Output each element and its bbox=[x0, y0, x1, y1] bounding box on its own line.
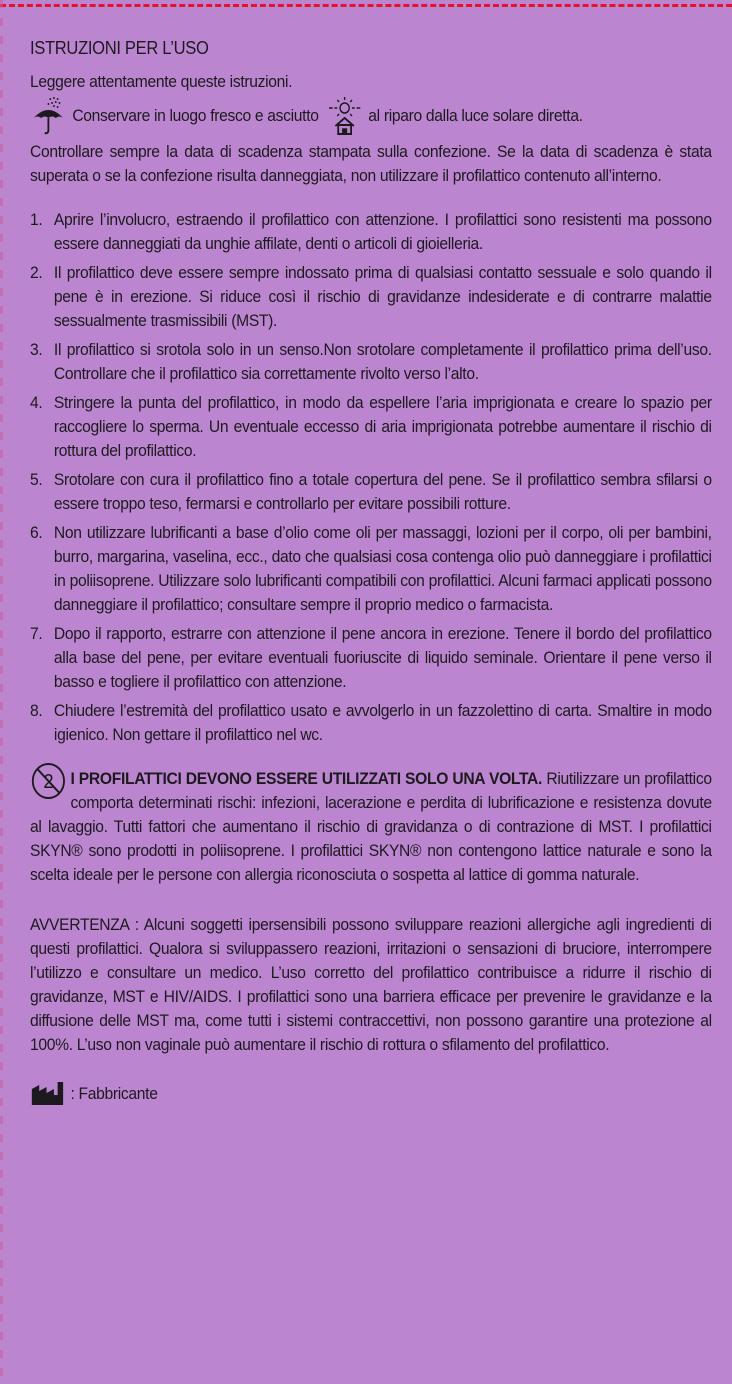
list-item bbox=[30, 338, 712, 386]
step-number: 1. bbox=[30, 210, 43, 229]
list-item bbox=[30, 208, 712, 256]
warning-paragraph: AVVERTENZA : Alcuni soggetti ipersensibili possono sviluppare reazioni allergiche agli ingredienti di questi profilattici. Qualora si sviluppassero reazioni, irritazioni o sensazioni di bruciore, interrompere l’utilizzo e consultare un medico. L’uso corretto del profilattico contribuisce a ridurre il rischio di gravidanze, MST e HIV/AIDS. I profilattici sono una barriera efficace per prevenire le gravidanze e la diffusione delle MST ma, come tutti i sistemi contraccettivi, non possono garantire una protezione al 100%. L’uso non vaginale può aumentare il rischio di rottura o sfilamento del profilattico. bbox=[30, 915, 712, 1054]
step-text: Srotolare con cura il profilattico fino a totale copertura del pene. Se il profilattico sembra sfilarsi o essere troppo teso, fermarsi e controllarlo per evitare possibili rotture. bbox=[53, 470, 712, 513]
page-title: ISTRUZIONI PER L’USO bbox=[30, 38, 209, 58]
do-not-reuse-icon bbox=[30, 761, 67, 801]
storage-sunlight-text: al riparo dalla luce solare diretta. bbox=[368, 106, 583, 125]
list-item bbox=[30, 468, 712, 516]
list-item bbox=[30, 622, 712, 694]
single-use-heading: I PROFILATTICI DEVONO ESSERE UTILIZZATI SOLO UNA VOLTA. bbox=[70, 769, 543, 788]
cut-line-left bbox=[0, 0, 3, 1384]
step-number: 8. bbox=[30, 701, 43, 720]
storage-cool-dry-text: Conservare in luogo fresco e asciutto bbox=[72, 106, 319, 125]
step-number: 4. bbox=[30, 393, 43, 412]
manufacturer-row bbox=[30, 1081, 712, 1107]
instructions-leaflet bbox=[30, 34, 712, 1107]
storage-row bbox=[30, 96, 712, 136]
expiry-paragraph: Controllare sempre la data di scadenza stampata sulla confezione. Se la data di scadenza è stata superata o se la confezione risulta danneggiata, non utilizzare il profilattico contenuto all’interno. bbox=[30, 142, 712, 185]
factory-icon bbox=[30, 1081, 65, 1107]
step-text: Aprire l’involucro, estraendo il profilattico con attenzione. I profilattici sono resistenti ma possono essere danneggiati da unghie affilate, denti o articoli di gioielleria. bbox=[53, 210, 712, 253]
step-number: 7. bbox=[30, 624, 43, 643]
umbrella-rain-icon bbox=[30, 96, 67, 136]
step-text: Stringere la punta del profilattico, in modo da espellere l’aria imprigionata e creare lo spazio per raccogliere lo sperma. Un eventuale eccesso di aria imprigionata potrebbe aumentare il rischio di rottura del profilattico. bbox=[53, 393, 712, 460]
sun-over-house-icon bbox=[326, 96, 363, 136]
single-use-text: Riutilizzare un profilattico comporta determinati rischi: infezioni, lacerazione e perdita di lubrificazione e resistenza dovute al lavaggio. Tutti fattori che aumentano il rischio di gravidanza o di contrazione di MST. I profilattici SKYN® sono prodotti in poliisoprene. I profilattici SKYN® non contengono lattice naturale e sono la scelta ideale per le persone con allergia riconosciuta o sospetta al lattice di gomma naturale. bbox=[30, 769, 712, 884]
single-use-paragraph bbox=[30, 767, 712, 887]
cut-line-top bbox=[0, 4, 732, 7]
list-item bbox=[30, 391, 712, 463]
steps-list bbox=[30, 208, 712, 747]
step-text: Il profilattico si srotola solo in un senso.Non srotolare completamente il profilattico prima dell’uso. Controllare che il profilattico sia correttamente rivolto verso l’alto. bbox=[53, 340, 712, 383]
svg-text:2: 2 bbox=[43, 771, 54, 794]
step-text: Il profilattico deve essere sempre indossato prima di qualsiasi contatto sessuale e solo quando il pene è in erezione. Si riduce così il rischio di gravidanze indesiderate e di contrarre malattie sessualmente trasmissibili (MST). bbox=[53, 263, 712, 330]
step-number: 5. bbox=[30, 470, 43, 489]
step-number: 3. bbox=[30, 340, 43, 359]
manufacturer-label: : Fabbricante bbox=[70, 1084, 158, 1103]
step-number: 2. bbox=[30, 263, 43, 282]
step-text: Non utilizzare lubrificanti a base d’olio come oli per massaggi, lozioni per il corpo, oli per bambini, burro, margarina, vaselina, ecc., dato che qualsiasi cosa contenga olio può danneggiare i profilattici in poliisoprene. Utilizzare solo lubrificanti compatibili con profilattici. Alcuni farmaci applicati possono danneggiare il profilattico; consultare sempre il proprio medico o farmacista. bbox=[53, 523, 712, 614]
step-text: Dopo il rapporto, estrarre con attenzione il pene ancora in erezione. Tenere il bordo del profilattico alla base del pene, per evitare eventuali fuoriuscite di liquido seminale. Orientare il pene verso il basso e togliere il profilattico con attenzione. bbox=[53, 624, 712, 691]
list-item bbox=[30, 699, 712, 747]
list-item bbox=[30, 521, 712, 617]
step-text: Chiudere l’estremità del profilattico usato e avvolgerlo in un fazzolettino di carta. Smaltire in modo igienico. Non gettare il profilattico nel wc. bbox=[53, 701, 712, 744]
step-number: 6. bbox=[30, 523, 43, 542]
read-carefully-text: Leggere attentamente queste istruzioni. bbox=[30, 72, 293, 91]
list-item bbox=[30, 261, 712, 333]
